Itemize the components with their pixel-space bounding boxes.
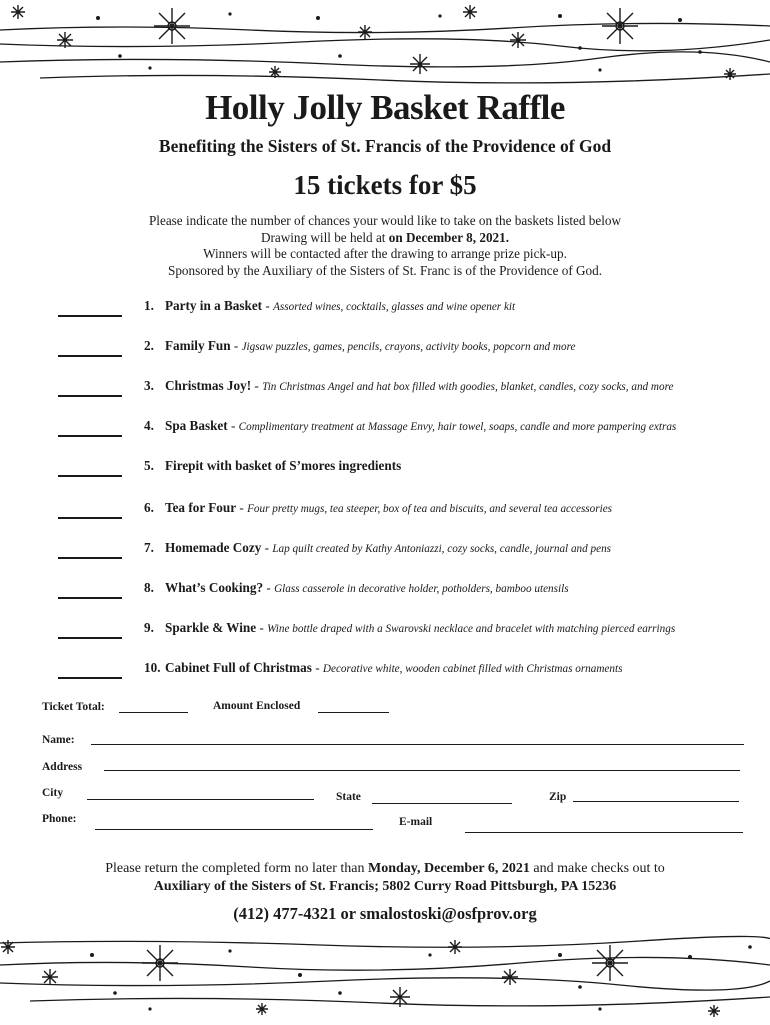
page-subtitle: Benefiting the Sisters of St. Francis of the Providence of God xyxy=(158,136,612,156)
item-description: Four pretty mugs, tea steeper, box of tea and biscuits, and several tea accessories xyxy=(247,503,613,515)
snowflake-icon xyxy=(11,5,736,80)
item-name: Tea for Four xyxy=(165,500,237,515)
mailing-address: Auxiliary of the Sisters of St. Francis; 5802 Curry Road Pittsburgh, PA 15236 xyxy=(153,879,617,894)
address-field[interactable] xyxy=(104,770,740,771)
item-description: Lap quilt created by Kathy Antoniazzi, cozy socks, candle, journal and pens xyxy=(272,543,612,555)
ticket-total-field[interactable] xyxy=(119,712,188,713)
contact-info: (412) 477-4321 or smalostoski@osfprov.org xyxy=(233,904,537,923)
zip-label: Zip xyxy=(549,791,567,803)
item-name: Cabinet Full of Christmas xyxy=(165,660,312,675)
list-item: 7. Homemade Cozy - Lap quilt created by Kathy Antoniazzi, cozy socks, candle, journal and pens xyxy=(0,540,770,564)
chances-blank[interactable] xyxy=(58,355,122,357)
intro-line: Sponsored by the Auxiliary of the Sisters of St. Franc is of the Providence of God. xyxy=(167,262,603,278)
list-item: 9. Sparkle & Wine - Wine bottle draped with a Swarovski necklace and bracelet with matching pierced earrings xyxy=(0,620,770,644)
item-name: Spa Basket xyxy=(165,418,228,433)
email-field[interactable] xyxy=(465,832,743,833)
chances-blank[interactable] xyxy=(58,315,122,317)
list-item: 3. Christmas Joy! - Tin Christmas Angel and hat box filled with goodies, blanket, candles, cozy socks, and more xyxy=(0,378,770,402)
city-field[interactable] xyxy=(87,799,314,800)
intro-line: Please indicate the number of chances your would like to take on the baskets listed below xyxy=(148,213,622,228)
item-name: What’s Cooking? xyxy=(165,580,264,595)
address-label: Address xyxy=(42,761,83,773)
phone-label: Phone: xyxy=(42,813,77,825)
item-description: Wine bottle draped with a Swarovski necklace and bracelet with matching pierced earrings xyxy=(267,623,676,635)
item-description: Complimentary treatment at Massage Envy, hair towel, soaps, candle and more pampering extras xyxy=(238,421,677,433)
chances-blank[interactable] xyxy=(58,637,122,639)
item-description: Glass casserole in decorative holder, potholders, bamboo utensils xyxy=(274,583,569,595)
list-item: 2. Family Fun - Jigsaw puzzles, games, pencils, crayons, activity books, popcorn and more xyxy=(0,338,770,362)
list-item: 10. Cabinet Full of Christmas - Decorative white, wooden cabinet filled with Christmas ornaments xyxy=(0,660,770,684)
return-instructions: Please return the completed form no later than Monday, December 6, 2021 and make checks out to xyxy=(105,861,665,876)
item-name: Sparkle & Wine xyxy=(165,620,257,635)
chances-blank[interactable] xyxy=(58,395,122,397)
list-item: 5. Firepit with basket of S’mores ingredients xyxy=(0,458,770,482)
amount-enclosed-field[interactable] xyxy=(318,712,389,713)
item-name: Family Fun xyxy=(165,338,231,353)
item-description: Tin Christmas Angel and hat box filled with goodies, blanket, candles, cozy socks, and more xyxy=(262,381,674,393)
top-snowflake-border xyxy=(0,0,770,90)
chances-blank[interactable] xyxy=(58,557,122,559)
state-label: State xyxy=(336,791,361,803)
intro-line: Drawing will be held at on December 8, 2021. xyxy=(260,229,510,245)
list-item: 1. Party in a Basket - Assorted wines, cocktails, glasses and wine opener kit xyxy=(0,298,770,322)
amount-enclosed-label: Amount Enclosed xyxy=(213,700,301,712)
snowflake-icon xyxy=(1,940,720,1017)
list-item: 4. Spa Basket - Complimentary treatment at Massage Envy, hair towel, soaps, candle and more pampering extras xyxy=(0,418,770,442)
name-field[interactable] xyxy=(91,744,744,745)
zip-field[interactable] xyxy=(573,801,739,802)
chances-blank[interactable] xyxy=(58,435,122,437)
city-label: City xyxy=(42,787,64,799)
chances-blank[interactable] xyxy=(58,475,122,477)
item-name: Christmas Joy! xyxy=(165,378,252,393)
ticket-total-label: Ticket Total: xyxy=(42,701,105,713)
chances-blank[interactable] xyxy=(58,597,122,599)
email-label: E-mail xyxy=(399,816,433,828)
chances-blank[interactable] xyxy=(58,517,122,519)
list-item: 8. What’s Cooking? - Glass casserole in decorative holder, potholders, bamboo utensils xyxy=(0,580,770,604)
item-description: Jigsaw puzzles, games, pencils, crayons, activity books, popcorn and more xyxy=(241,341,576,353)
item-name: Party in a Basket xyxy=(165,298,263,313)
item-description: Assorted wines, cocktails, glasses and wine opener kit xyxy=(273,301,516,313)
list-item: 6. Tea for Four - Four pretty mugs, tea steeper, box of tea and biscuits, and several tea accessories xyxy=(0,500,770,524)
ticket-price: 15 tickets for $5 xyxy=(293,170,477,200)
item-description: Decorative white, wooden cabinet filled with Christmas ornaments xyxy=(322,663,623,675)
chances-blank[interactable] xyxy=(58,677,122,679)
item-name: Homemade Cozy xyxy=(165,540,262,555)
bottom-snowflake-border xyxy=(0,935,770,1025)
phone-field[interactable] xyxy=(95,829,373,830)
page-title: Holly Jolly Basket Raffle xyxy=(205,88,565,127)
item-name: Firepit with basket of S’mores ingredients xyxy=(165,458,402,473)
name-label: Name: xyxy=(42,734,75,746)
state-field[interactable] xyxy=(372,803,512,804)
intro-line: Winners will be contacted after the drawing to arrange prize pick-up. xyxy=(203,246,567,262)
intro-text xyxy=(0,213,770,279)
